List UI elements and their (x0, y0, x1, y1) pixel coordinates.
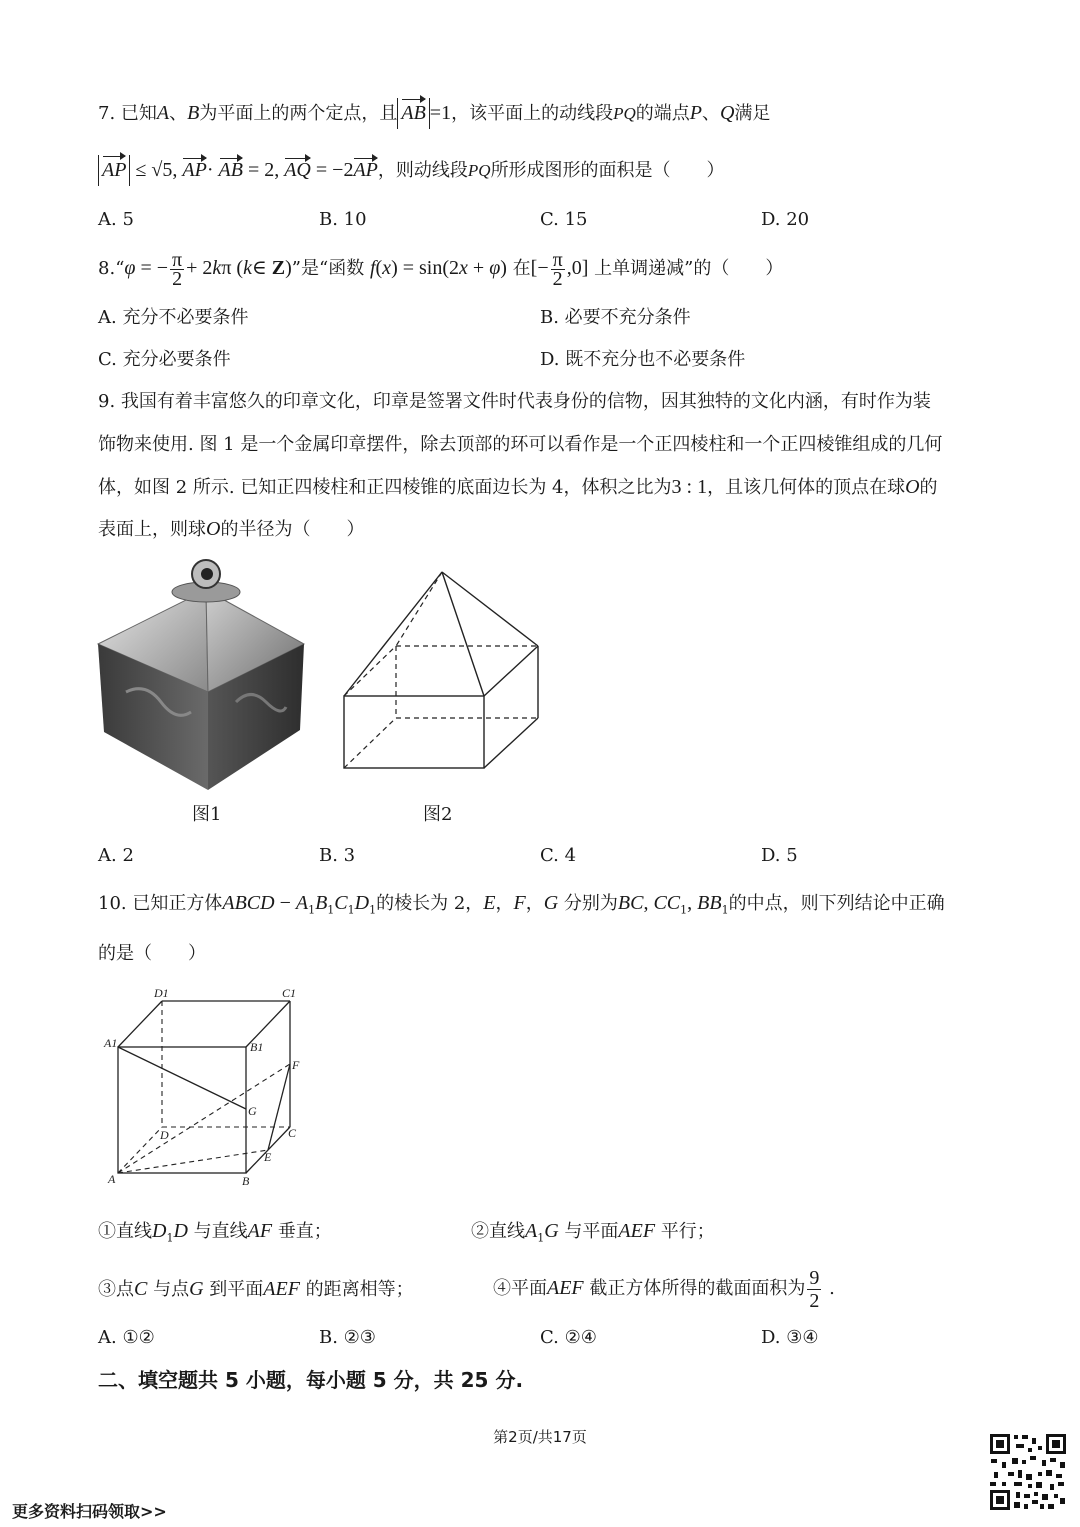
q8-option-b: B. 必要不充分条件 (540, 307, 691, 328)
q8-option-c: C. 充分必要条件 (98, 349, 231, 370)
q10-statement-4: ④平面AEF 截正方体所得的截面面积为 $\frac{9}{2}$ . (493, 1266, 835, 1312)
promo-link[interactable]: 更多资料扫码领取>> (12, 1502, 167, 1521)
q7-line2: AP ≤ √5, AP· AB = 2, AQ = −2AP，则动线段PQ所形成图形的面积是（ ） (98, 155, 725, 186)
qr-code-icon[interactable] (988, 1432, 1068, 1512)
q7-option-d: D. 20 (761, 209, 810, 230)
q9-line2: 饰物来使用. 图 1 是一个金属印章摆件，除去顶部的环可以看作是一个正四棱柱和一个正四棱锥组成的几何 (98, 434, 943, 455)
q10-statement-2: ②直线$A_1G$ 与平面AEF 平行； (471, 1220, 715, 1245)
label-d: D (160, 1128, 169, 1142)
q8-line1: 8.“φ = − $\frac{\pi}{2}$ + 2kπ (k∈ Z)”是“函数 f(x) = sin(2x + φ) 在[− $\frac{\pi}{2}$ ,0] 上单调递减”的（ ） (98, 248, 784, 290)
q10-line2: 的是（ ） (98, 943, 206, 964)
q9-line3: 体，如图 2 所示. 已知正四棱柱和正四棱锥的底面边长为 4，体积之比为3 : 1，且该几何体的顶点在球O的 (98, 476, 938, 498)
q9-option-d: D. 5 (761, 845, 798, 866)
q10-statement-3: ③点C 与点G 到平面AEF 的距离相等； (98, 1278, 414, 1300)
label-a1: A1 (104, 1036, 118, 1050)
q7-option-c: C. 15 (540, 209, 588, 230)
q10-line1: 10. 已知正方体ABCD − $A_1B_1C_1D_1$的棱长为 2，E，F，G 分别为BC, $CC_1$, $BB_1$的中点，则下列结论中正确 (98, 892, 945, 917)
label-b1: B1 (250, 1040, 264, 1054)
q8-option-d: D. 既不充分也不必要条件 (540, 349, 746, 370)
section-heading: 二、填空题共 5 小题，每小题 5 分，共 25 分. (98, 1368, 524, 1392)
q9-option-c: C. 4 (540, 845, 577, 866)
q8-option-a: A. 充分不必要条件 (98, 307, 249, 328)
q7-option-a: A. 5 (98, 209, 134, 230)
q10-option-b: B. ②③ (319, 1327, 376, 1348)
page-number: 第2页/共17页 (493, 1428, 587, 1446)
label-c1: C1 (282, 986, 297, 1000)
q10-option-d: D. ③④ (761, 1327, 819, 1348)
label-g: G (248, 1104, 257, 1118)
q9-option-a: A. 2 (98, 845, 134, 866)
cube-diagram (100, 985, 310, 1190)
q10-option-c: C. ②④ (540, 1327, 597, 1348)
fig2-diagram (340, 568, 545, 773)
q10-option-a: A. ①② (98, 1327, 155, 1348)
label-f: F (292, 1058, 300, 1072)
label-d1: D1 (154, 986, 169, 1000)
fig1-caption: 图1 (192, 804, 222, 825)
q10-statement-1: ①直线$D_1D$ 与直线AF 垂直； (98, 1220, 332, 1245)
label-c: C (288, 1126, 297, 1140)
label-a: A (108, 1172, 116, 1186)
q7-option-b: B. 10 (319, 209, 367, 230)
label-b: B (242, 1174, 250, 1188)
q9-option-b: B. 3 (319, 845, 356, 866)
q9-line1: 9. 我国有着丰富悠久的印章文化，印章是签署文件时代表身份的信物，因其独特的文化内涵，有时作为装 (98, 391, 931, 412)
q9-line4: 表面上，则球O的半径为（ ） (98, 518, 365, 540)
seal-photo (96, 552, 308, 792)
label-e: E (264, 1150, 272, 1164)
q7-line1: 7. 已知A、B为平面上的两个定点，且 AB =1，该平面上的动线段PQ的端点P、Q满足 (98, 98, 770, 129)
fig2-caption: 图2 (423, 804, 453, 825)
